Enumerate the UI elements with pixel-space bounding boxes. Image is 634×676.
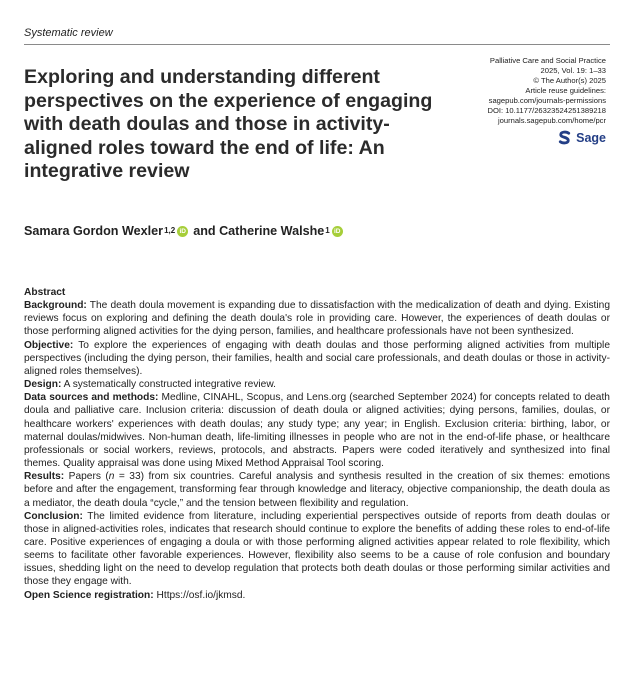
design-text: A systematically constructed integrative review. [63, 379, 276, 391]
background-text: The death doula movement is expanding due to dissatisfaction with the medicalization of death and dying. Existing reviews focus on exploring and defining the death doula's role in providing care. However, the experiences of death doulas or those performing aligned activities for the dying person, families, and healthcare professionals have not been synthesized. [24, 300, 610, 338]
objective-text: To explore the experiences of engaging with death doulas and those performing aligned activities from multiple perspectives (including the dying person, their families, health and social care professionals, and death doulas or those in activity-aligned roles themselves). [24, 339, 610, 377]
author-list: Samara Gordon Wexler 1,2 iD and Catherine Walshe 1 iD [24, 224, 348, 238]
orcid-icon[interactable]: iD [177, 226, 188, 237]
journal-metadata [416, 56, 606, 126]
abstract-design [24, 378, 610, 391]
author-joiner: and [193, 224, 216, 238]
abstract-objective [24, 339, 610, 378]
background-label: Background: [24, 300, 87, 312]
reuse-link[interactable]: sagepub.com/journals-permissions [488, 96, 606, 105]
abstract-heading: Abstract [24, 287, 66, 298]
results-n: n [108, 471, 115, 483]
section-label: Systematic review [24, 27, 113, 39]
author-name[interactable]: Samara Gordon Wexler [24, 224, 164, 238]
results-text: = 33) from six countries. Careful analysis and synthesis resulted in the creation of six themes: emotions before and after the engagement, transforming fear through knowledge and literacy, objective companionship, the death doula as a mediator, the death doula “cycle,” and the tension between flexibility and regulation. [24, 471, 610, 509]
conclusion-label: Conclusion: [24, 510, 83, 522]
design-label: Design: [24, 379, 62, 391]
data-sources-text: Medline, CINAHL, Scopus, and Lens.org (searched September 2024) for concepts related to death doula and palliative care. Inclusion criteria: discussion of death doula or aligned activities; dying persons, families, doulas, or healthcare workers' experiences with death doulas; any study type; any year; in English. Exclusion criteria: birthing, labor, or maternal doulas/midwives. Non-human death, life-limiting illnesses in people who are not in the end-of-life phase, or healthcare professionals or social workers, reviews, protocols, and abstracts. Papers were coded iteratively and synthesized into final themes. Quality appraisal was done using Mixed Method Appraisal Tool scoring. [24, 392, 610, 470]
abstract [24, 286, 610, 602]
publisher-name: Sage [576, 130, 606, 145]
orcid-icon[interactable]: iD [332, 226, 343, 237]
doi[interactable]: DOI: 10.1177/26323524251389218 [487, 106, 606, 115]
header-divider [24, 44, 610, 45]
abstract-background [24, 299, 610, 338]
results-label: Results: [24, 471, 65, 483]
article-title: Exploring and understanding different perspectives on the experience of engaging with death doulas and those in activity-aligned roles toward the end of life: An integrative review [24, 66, 433, 183]
registration-label: Open Science registration: [24, 589, 154, 601]
data-sources-label: Data sources and methods: [24, 392, 159, 404]
objective-label: Objective: [24, 339, 74, 351]
author-name[interactable]: Catherine Walshe [219, 224, 325, 238]
journal-volume: 2025, Vol. 19: 1–33 [540, 66, 606, 75]
abstract-conclusion [24, 510, 610, 589]
reuse-label: Article reuse guidelines: [525, 86, 606, 95]
registration-link[interactable]: Https://osf.io/jkmsd. [156, 589, 246, 601]
abstract-registration [24, 589, 610, 602]
conclusion-text: The limited evidence from literature, including experiential perspectives outside of reports from death doulas or those in aligned-activities roles, indicates that research should continue to explore the benefits of adding these roles to end-of-life care. Positive experiences of engaging a doula or with those performing aligned activities appear related to role flexibility, which seems to facilitate other favorable experiences. However, flexibility also seems to be a cause of role confusion and boundary issues, shedding light on the need to develop regulation that protects both death doulas or those performing similar activities and those they engage with. [24, 510, 610, 588]
results-text-pre: Papers ( [68, 471, 109, 483]
publisher-logo [557, 130, 606, 145]
copyright: © The Author(s) 2025 [533, 76, 606, 85]
abstract-results [24, 470, 610, 509]
abstract-data-sources [24, 391, 610, 470]
journal-home-link[interactable]: journals.sagepub.com/home/pcr [497, 116, 606, 125]
journal-name: Palliative Care and Social Practice [489, 56, 606, 65]
sage-logo-icon [557, 130, 572, 145]
